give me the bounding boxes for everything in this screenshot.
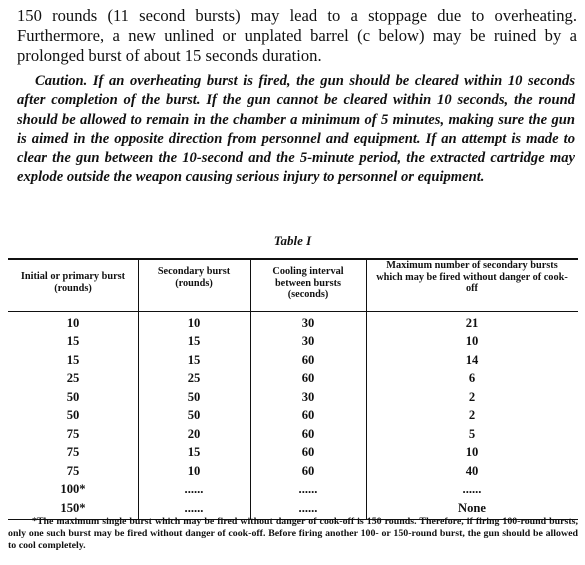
table-cell: ...... — [184, 482, 204, 497]
table-cell: 150* — [60, 500, 86, 515]
table-cell: 60 — [301, 371, 315, 386]
table-header-2: Secondary burst (rounds) — [157, 266, 231, 289]
table-cell: 60 — [301, 445, 315, 460]
table-cell: 40 — [465, 463, 479, 478]
table-header-4: Maximum number of secondary bursts which may be fired without danger of cook-off — [376, 260, 568, 294]
table-cell: 25 — [66, 371, 80, 386]
table-cell: None — [458, 500, 486, 515]
table-cell: 30 — [301, 316, 315, 330]
table-cell: 15 — [187, 352, 201, 367]
table-cell: 25 — [187, 371, 201, 386]
table-title: Table I — [273, 233, 312, 248]
table-cell: 60 — [301, 463, 315, 478]
table-column-divider — [366, 258, 367, 519]
table-cell: 6 — [468, 371, 476, 386]
table-cell: 10 — [66, 316, 80, 330]
table-cell: 50 — [66, 389, 80, 404]
table-cell: ...... — [184, 500, 204, 515]
table-cell: 2 — [468, 389, 476, 404]
table-cell: 15 — [187, 445, 201, 460]
table-footnote: *The maximum single burst which may be fired without danger of cook-off is 150 rounds. Therefore, if firing 100-round bursts, only one such burst may be fired without danger of cook-off. Before firing another 100- or 150-round burst, the gun should be allowed to cool completely. — [8, 516, 578, 551]
table-cell: 60 — [301, 352, 315, 367]
table-cell: 10 — [187, 463, 201, 478]
table-cell: 60 — [301, 426, 315, 441]
table-cell: 21 — [465, 316, 479, 330]
table-cell: 75 — [66, 426, 80, 441]
table-cell: 10 — [465, 334, 479, 349]
table-cell: ...... — [298, 500, 318, 515]
table-cell: 100* — [60, 482, 86, 497]
table-cell: 20 — [187, 426, 201, 441]
table-cell: 5 — [468, 426, 476, 441]
table-cell: 50 — [187, 389, 201, 404]
table-column-divider — [138, 258, 139, 519]
table-cell: 30 — [301, 389, 315, 404]
intro-paragraph: 150 rounds (11 second bursts) may lead to a stoppage due to overheating. Furthermore, a new unlined or unplated barrel (c below) may be ruined by a prolonged burst of about 15 seconds duration. — [17, 6, 577, 65]
table-header-1: Initial or primary burst (rounds) — [20, 271, 126, 294]
table-cell: 14 — [465, 352, 479, 367]
table-cell: 75 — [66, 445, 80, 460]
table-column-divider — [250, 258, 251, 519]
table-cell: 2 — [468, 408, 476, 423]
table-cell: 60 — [301, 408, 315, 423]
table-cell: 15 — [66, 352, 80, 367]
table-cell: 30 — [301, 334, 315, 349]
table-cell: 15 — [66, 334, 80, 349]
table-header-3: Cooling interval between bursts (seconds) — [272, 266, 344, 300]
table-cell: ...... — [298, 482, 318, 497]
table-cell: 10 — [465, 445, 479, 460]
table-cell: 50 — [187, 408, 201, 423]
caution-paragraph: Caution. If an overheating burst is fired, the gun should be cleared within 10 seconds after completion of the burst. If the gun cannot be cleared within 10 seconds, the round should be allowed to remain in the chamber a minimum of 5 minutes, making sure the gun is aimed in the opposite direction from personnel and equipment. If an attempt is made to clear the gun between the 10-second and the 5-minute period, the extracted cartridge may explode outside the weapon causing serious injury to personnel or equipment. — [17, 73, 575, 186]
table-cell: ...... — [462, 482, 482, 497]
table-cell: 75 — [66, 463, 80, 478]
table-cell: 15 — [187, 334, 201, 349]
table-cell: 50 — [66, 408, 80, 423]
table-cell: 10 — [187, 316, 201, 330]
table-header-rule — [8, 311, 578, 312]
